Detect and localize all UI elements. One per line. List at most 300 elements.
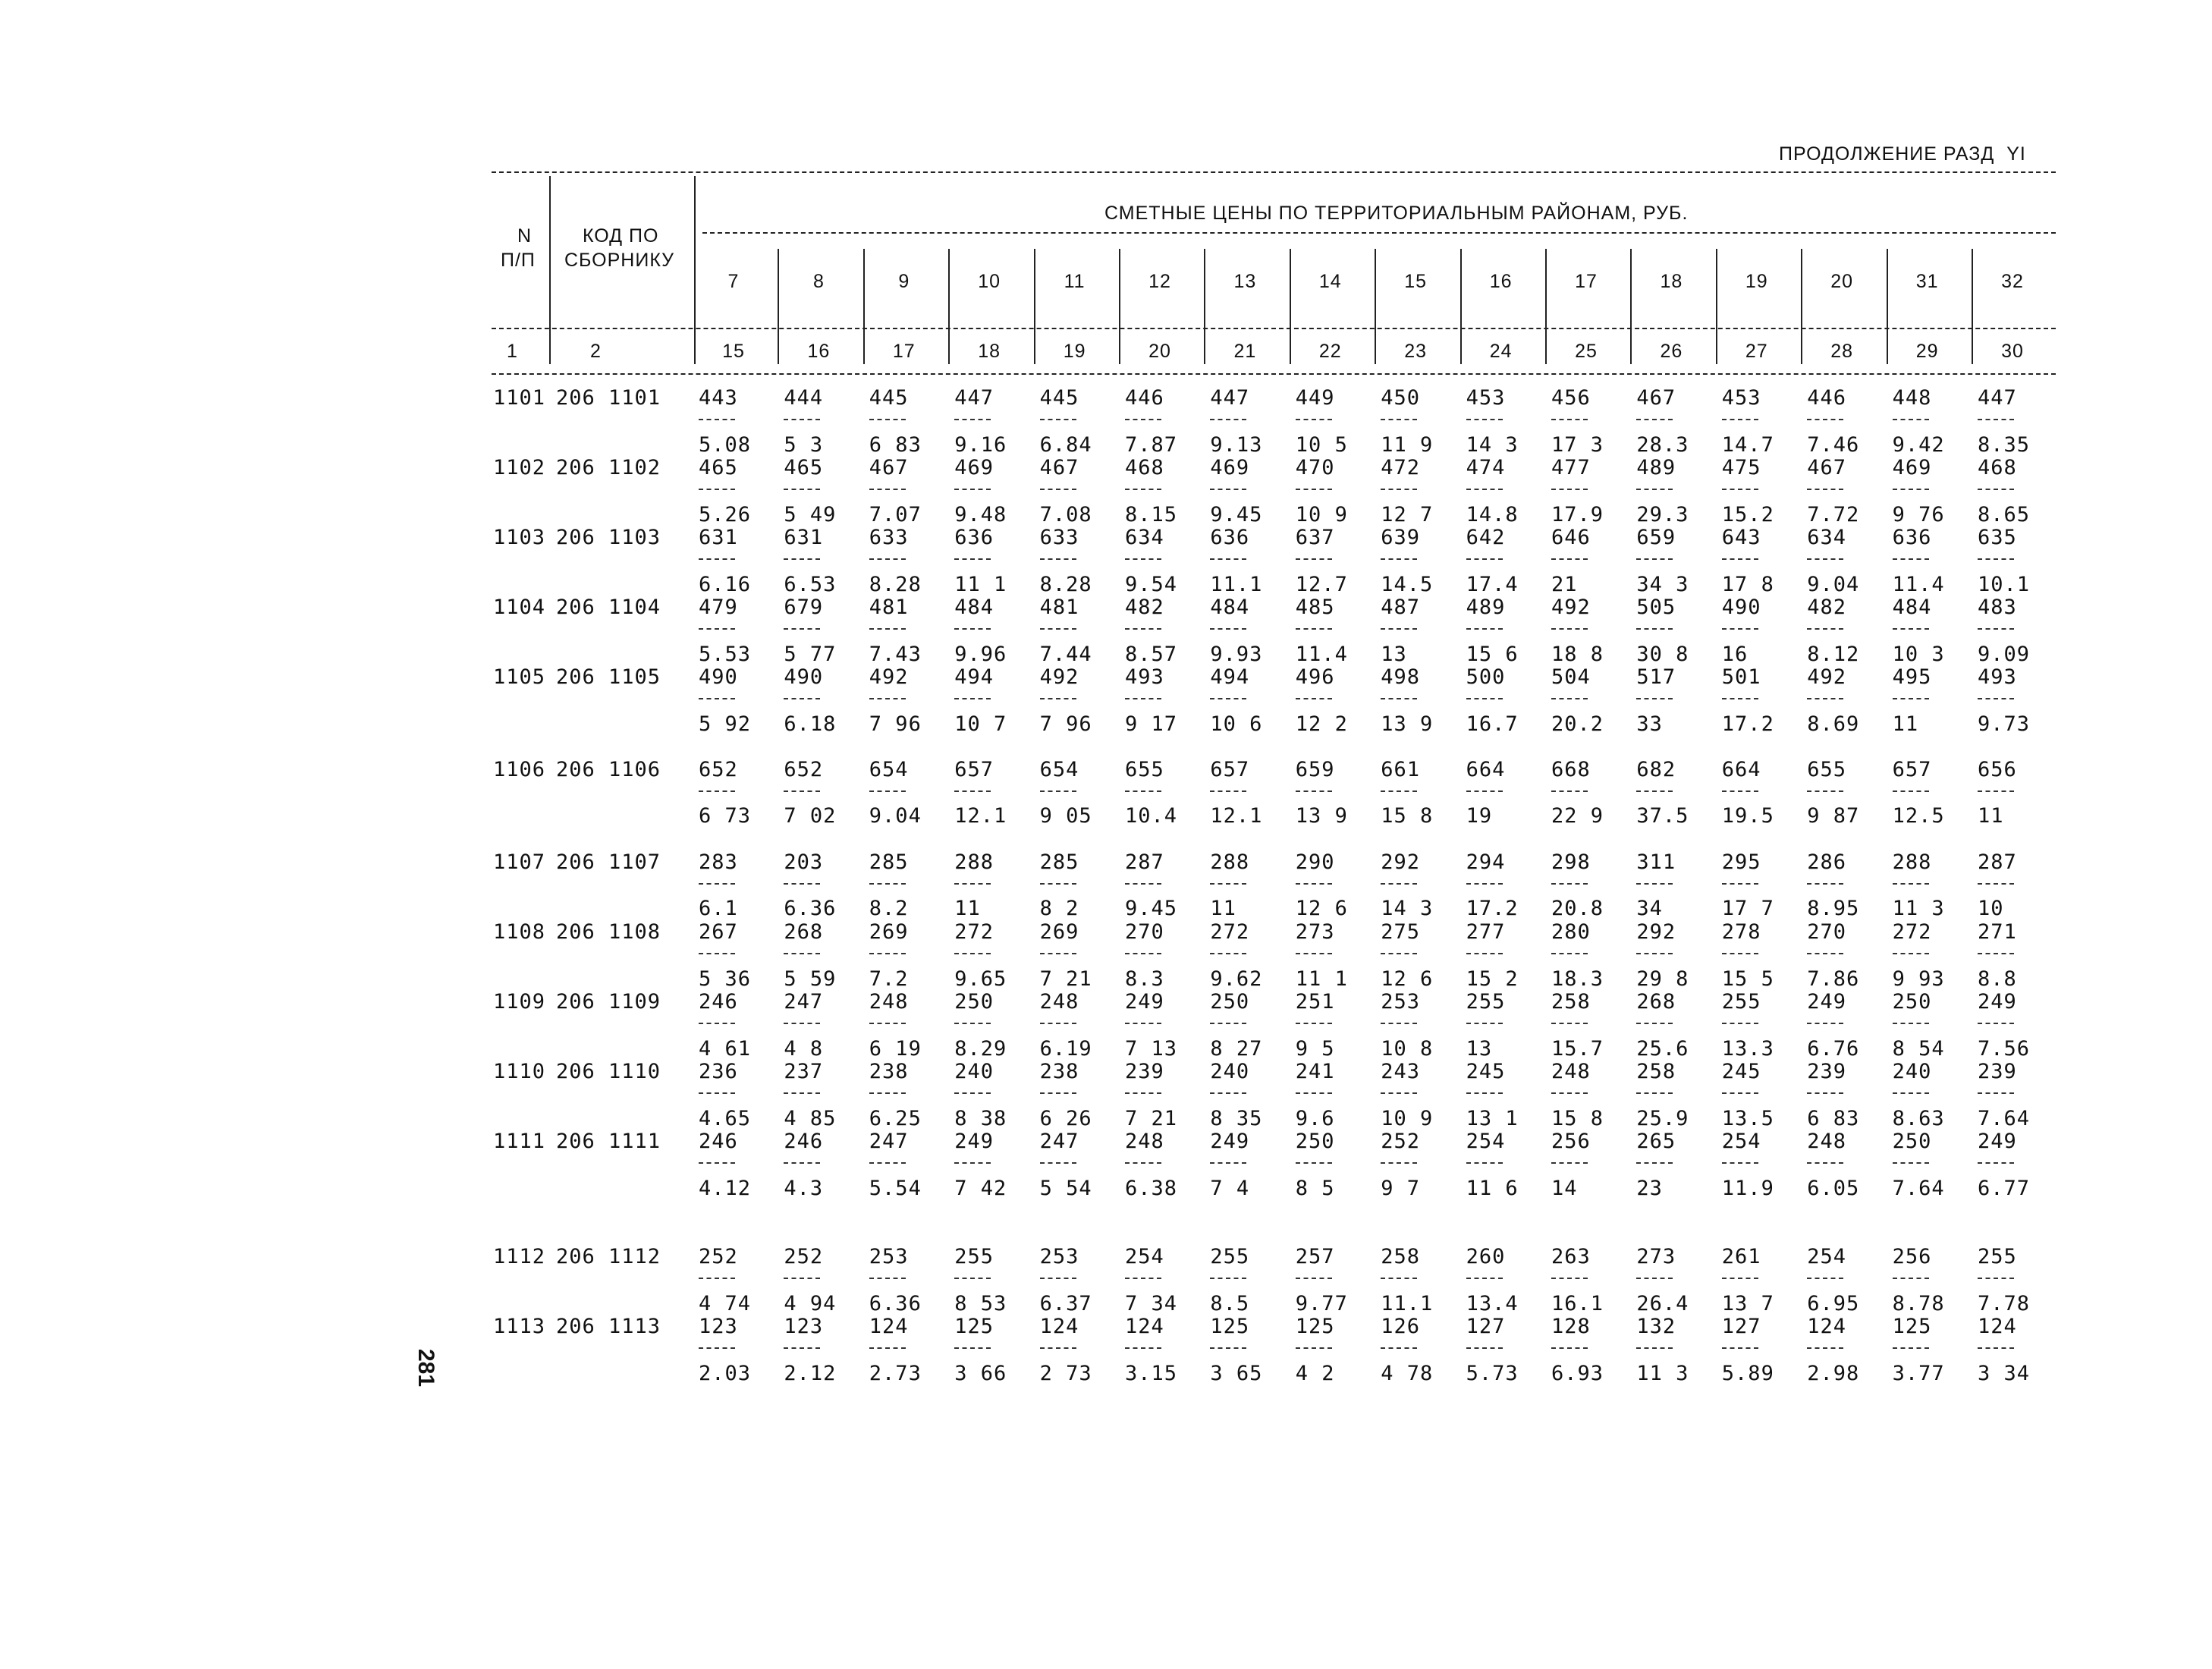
per-unit-value: 5.53	[699, 643, 752, 666]
price-value: 447	[1210, 386, 1250, 410]
per-unit-value: 7.86	[1807, 967, 1860, 991]
fraction-bar	[1125, 419, 1161, 420]
fraction-bar	[1722, 558, 1758, 560]
per-unit-value: 13	[1466, 1037, 1493, 1061]
fraction-bar	[1978, 1023, 2014, 1024]
price-value: 238	[869, 1060, 909, 1083]
per-unit-value: 9 05	[1039, 804, 1092, 828]
per-unit-value: 6.84	[1039, 433, 1092, 457]
price-value: 272	[1892, 920, 1932, 944]
fraction-bar	[1722, 953, 1758, 954]
fraction-bar	[784, 1092, 820, 1094]
fraction-bar	[1807, 1162, 1843, 1164]
per-unit-value: 15.2	[1721, 503, 1774, 526]
fraction-bar	[869, 419, 906, 420]
per-unit-value: 17.4	[1466, 573, 1519, 596]
per-unit-value: 9.04	[1807, 573, 1860, 596]
fraction-bar	[1381, 1162, 1417, 1164]
per-unit-value: 17 7	[1721, 897, 1774, 920]
per-unit-value: 9.04	[869, 804, 922, 828]
price-value: 636	[1892, 526, 1932, 549]
price-value: 295	[1721, 850, 1761, 874]
fraction-bar	[1978, 790, 2014, 792]
per-unit-value: 12 7	[1381, 503, 1434, 526]
fraction-bar	[1381, 953, 1417, 954]
price-value: 664	[1721, 758, 1761, 781]
per-unit-value: 6.05	[1807, 1177, 1860, 1200]
row-number: 1113	[493, 1315, 546, 1338]
fraction-bar	[869, 953, 906, 954]
per-unit-value: 5.26	[699, 503, 752, 526]
price-value: 474	[1466, 456, 1506, 479]
fraction-bar	[1807, 1278, 1843, 1279]
column-divider	[1801, 249, 1802, 364]
per-unit-value: 11	[954, 897, 981, 920]
price-value: 517	[1636, 665, 1676, 689]
column-number: 29	[1915, 341, 1939, 362]
fraction-bar	[1296, 419, 1332, 420]
price-value: 682	[1636, 758, 1676, 781]
per-unit-value: 11	[1892, 712, 1919, 736]
fraction-bar	[1466, 1278, 1503, 1279]
district-number: 7	[727, 271, 740, 292]
price-value: 124	[1039, 1315, 1079, 1338]
price-value: 504	[1551, 665, 1591, 689]
price-value: 468	[1125, 456, 1164, 479]
fraction-bar	[954, 698, 991, 699]
per-unit-value: 12 6	[1381, 967, 1434, 991]
per-unit-value: 17 3	[1551, 433, 1604, 457]
price-value: 456	[1551, 386, 1591, 410]
price-value: 501	[1721, 665, 1761, 689]
row-number: 1104	[493, 596, 546, 619]
price-value: 657	[1892, 758, 1932, 781]
price-value: 125	[1892, 1315, 1932, 1338]
per-unit-value: 10.1	[1978, 573, 2031, 596]
price-value: 248	[1551, 1060, 1591, 1083]
per-unit-value: 7.64	[1978, 1107, 2031, 1130]
fraction-bar	[1125, 1347, 1161, 1349]
price-value: 642	[1466, 526, 1506, 549]
price-value: 249	[1978, 1130, 2017, 1153]
price-value: 203	[784, 850, 824, 874]
price-value: 445	[869, 386, 909, 410]
price-value: 126	[1381, 1315, 1420, 1338]
per-unit-value: 12.1	[1210, 804, 1263, 828]
column-number: 23	[1404, 341, 1428, 362]
price-value: 656	[1978, 758, 2017, 781]
fraction-bar	[1551, 1092, 1588, 1094]
price-value: 469	[1892, 456, 1932, 479]
per-unit-value: 4.12	[699, 1177, 752, 1200]
per-unit-value: 8.63	[1892, 1107, 1945, 1130]
district-number: 32	[2001, 271, 2024, 292]
column-divider	[1716, 249, 1717, 364]
fraction-bar	[1893, 790, 1929, 792]
fraction-bar	[1296, 628, 1332, 630]
price-value: 267	[699, 920, 738, 944]
price-value: 631	[699, 526, 738, 549]
column-number: 27	[1745, 341, 1768, 362]
fraction-bar	[1466, 628, 1503, 630]
price-value: 246	[784, 1130, 824, 1153]
collection-code: 206 1104	[556, 596, 661, 619]
per-unit-value: 8 35	[1210, 1107, 1263, 1130]
price-value: 124	[1978, 1315, 2017, 1338]
price-value: 258	[1636, 1060, 1676, 1083]
column-divider	[1460, 249, 1462, 364]
fraction-bar	[699, 1023, 735, 1024]
district-number: 14	[1318, 271, 1342, 292]
price-value: 254	[1807, 1245, 1846, 1268]
price-value: 269	[869, 920, 909, 944]
per-unit-value: 9.09	[1978, 643, 2031, 666]
price-value: 246	[699, 1130, 738, 1153]
fraction-bar	[1210, 558, 1246, 560]
per-unit-value: 18.3	[1551, 967, 1604, 991]
per-unit-value: 7 96	[1039, 712, 1092, 736]
fraction-bar	[954, 1162, 991, 1164]
price-value: 481	[1039, 596, 1079, 619]
continuation-note: ПРОДОЛЖЕНИЕ РАЗД YI	[1779, 143, 2026, 165]
per-unit-value: 5.73	[1466, 1362, 1519, 1385]
price-value: 236	[699, 1060, 738, 1083]
fraction-bar	[1210, 1092, 1246, 1094]
price-value: 132	[1636, 1315, 1676, 1338]
top-rule	[492, 171, 2056, 173]
column-number: 16	[807, 341, 831, 362]
per-unit-value: 29 8	[1636, 967, 1689, 991]
fraction-bar	[869, 790, 906, 792]
page-number: 281	[413, 1349, 438, 1388]
fraction-bar	[1040, 698, 1076, 699]
per-unit-value: 11 6	[1466, 1177, 1519, 1200]
fraction-bar	[1466, 1347, 1503, 1349]
per-unit-value: 11 9	[1381, 433, 1434, 457]
price-value: 661	[1381, 758, 1420, 781]
per-unit-value: 6.77	[1978, 1177, 2031, 1200]
per-unit-value: 12.1	[954, 804, 1007, 828]
fraction-bar	[784, 1347, 820, 1349]
row-number: 1105	[493, 665, 546, 689]
price-value: 250	[1892, 1130, 1932, 1153]
fraction-bar	[869, 1092, 906, 1094]
row-number: 1103	[493, 526, 546, 549]
price-value: 449	[1295, 386, 1335, 410]
per-unit-value: 28.3	[1636, 433, 1689, 457]
fraction-bar	[1040, 1162, 1076, 1164]
per-unit-value: 8 53	[954, 1292, 1007, 1315]
fraction-bar	[784, 628, 820, 630]
per-unit-value: 7 13	[1125, 1037, 1178, 1061]
per-unit-value: 6.93	[1551, 1362, 1604, 1385]
price-value: 657	[954, 758, 994, 781]
per-unit-value: 9.45	[1125, 897, 1178, 920]
per-unit-value: 6.38	[1125, 1177, 1178, 1200]
collection-code: 206 1102	[556, 456, 661, 479]
column-divider	[1034, 249, 1035, 364]
per-unit-value: 5.54	[869, 1177, 922, 1200]
price-value: 646	[1551, 526, 1591, 549]
per-unit-value: 3 66	[954, 1362, 1007, 1385]
fraction-bar	[1551, 489, 1588, 490]
per-unit-value: 7 21	[1125, 1107, 1178, 1130]
per-unit-value: 3.77	[1892, 1362, 1945, 1385]
price-value: 257	[1295, 1245, 1335, 1268]
per-unit-value: 9 93	[1892, 967, 1945, 991]
per-unit-value: 5 3	[784, 433, 824, 457]
fraction-bar	[1636, 628, 1673, 630]
fraction-bar	[1978, 1162, 2014, 1164]
price-value: 254	[1721, 1130, 1761, 1153]
per-unit-value: 10 6	[1210, 712, 1263, 736]
fraction-bar	[699, 1092, 735, 1094]
collection-code: 206 1103	[556, 526, 661, 549]
fraction-bar	[954, 489, 991, 490]
per-unit-value: 22 9	[1551, 804, 1604, 828]
column-divider	[1545, 249, 1547, 364]
fraction-bar	[1466, 698, 1503, 699]
price-value: 294	[1466, 850, 1506, 874]
price-value: 465	[784, 456, 824, 479]
per-unit-value: 8.3	[1125, 967, 1164, 991]
fraction-bar	[1296, 953, 1332, 954]
collection-code: 206 1111	[556, 1130, 661, 1153]
per-unit-value: 8.69	[1807, 712, 1860, 736]
per-unit-value: 8.35	[1978, 433, 2031, 457]
fraction-bar	[1722, 790, 1758, 792]
per-unit-value: 9 5	[1295, 1037, 1335, 1061]
district-number: 17	[1575, 271, 1598, 292]
price-value: 248	[1039, 990, 1079, 1014]
row-number: 1108	[493, 920, 546, 944]
price-value: 271	[1978, 920, 2017, 944]
price-value: 444	[784, 386, 824, 410]
price-value: 255	[1721, 990, 1761, 1014]
price-value: 489	[1636, 456, 1676, 479]
per-unit-value: 14.5	[1381, 573, 1434, 596]
fraction-bar	[869, 558, 906, 560]
per-unit-value: 26.4	[1636, 1292, 1689, 1315]
per-unit-value: 9.42	[1892, 433, 1945, 457]
per-unit-value: 17.2	[1721, 712, 1774, 736]
fraction-bar	[1381, 698, 1417, 699]
fraction-bar	[1722, 628, 1758, 630]
per-unit-value: 4.3	[784, 1177, 824, 1200]
per-unit-value: 10 5	[1295, 433, 1348, 457]
price-value: 657	[1210, 758, 1250, 781]
fraction-bar	[1893, 489, 1929, 490]
price-value: 467	[1039, 456, 1079, 479]
fraction-bar	[1636, 1347, 1673, 1349]
price-value: 470	[1295, 456, 1335, 479]
fraction-bar	[699, 953, 735, 954]
price-value: 248	[869, 990, 909, 1014]
price-value: 128	[1551, 1315, 1591, 1338]
fraction-bar	[1722, 1347, 1758, 1349]
per-unit-value: 34 3	[1636, 573, 1689, 596]
per-unit-value: 9 76	[1892, 503, 1945, 526]
price-value: 270	[1125, 920, 1164, 944]
header-bottom-rule	[492, 373, 2056, 375]
fraction-bar	[869, 1023, 906, 1024]
fraction-bar	[1636, 489, 1673, 490]
price-value: 492	[1807, 665, 1846, 689]
price-value: 263	[1551, 1245, 1591, 1268]
per-unit-value: 8.5	[1210, 1292, 1250, 1315]
fraction-bar	[1210, 628, 1246, 630]
fraction-bar	[1125, 790, 1161, 792]
price-value: 494	[954, 665, 994, 689]
price-value: 637	[1295, 526, 1335, 549]
fraction-bar	[1551, 953, 1588, 954]
column-divider	[1887, 249, 1888, 364]
price-value: 243	[1381, 1060, 1420, 1083]
price-value: 245	[1721, 1060, 1761, 1083]
per-unit-value: 5 92	[699, 712, 752, 736]
fraction-bar	[1893, 1278, 1929, 1279]
price-value: 240	[1892, 1060, 1932, 1083]
colnum-no: 1	[507, 341, 518, 362]
price-value: 636	[954, 526, 994, 549]
fraction-bar	[1978, 489, 2014, 490]
fraction-bar	[1381, 489, 1417, 490]
per-unit-value: 4 78	[1381, 1362, 1434, 1385]
price-value: 505	[1636, 596, 1676, 619]
fraction-bar	[1210, 1278, 1246, 1279]
fraction-bar	[1466, 558, 1503, 560]
fraction-bar	[1807, 698, 1843, 699]
price-value: 248	[1125, 1130, 1164, 1153]
fraction-bar	[1722, 419, 1758, 420]
fraction-bar	[1807, 1347, 1843, 1349]
per-unit-value: 8.8	[1978, 967, 2017, 991]
price-value: 654	[1039, 758, 1079, 781]
price-group-title: СМЕТНЫЕ ЦЕНЫ ПО ТЕРРИТОРИАЛЬНЫМ РАЙОНАМ, РУБ.	[1104, 203, 1689, 224]
per-unit-value: 2.03	[699, 1362, 752, 1385]
fraction-bar	[784, 953, 820, 954]
fraction-bar	[1978, 883, 2014, 885]
fraction-bar	[954, 628, 991, 630]
per-unit-value: 4.65	[699, 1107, 752, 1130]
per-unit-value: 11 3	[1892, 897, 1945, 920]
per-unit-value: 9.73	[1978, 712, 2031, 736]
collection-code: 206 1108	[556, 920, 661, 944]
fraction-bar	[1893, 883, 1929, 885]
fraction-bar	[1551, 558, 1588, 560]
per-unit-value: 5 49	[784, 503, 837, 526]
fraction-bar	[1636, 790, 1673, 792]
price-value: 124	[1807, 1315, 1846, 1338]
price-value: 265	[1636, 1130, 1676, 1153]
price-value: 261	[1721, 1245, 1761, 1268]
fraction-bar	[1040, 1278, 1076, 1279]
per-unit-value: 6.37	[1039, 1292, 1092, 1315]
per-unit-value: 9.48	[954, 503, 1007, 526]
per-unit-value: 11.1	[1210, 573, 1263, 596]
price-value: 237	[784, 1060, 824, 1083]
fraction-bar	[1722, 1023, 1758, 1024]
price-value: 258	[1551, 990, 1591, 1014]
price-value: 494	[1210, 665, 1250, 689]
per-unit-value: 15 6	[1466, 643, 1519, 666]
per-unit-value: 6.1	[699, 897, 738, 920]
per-unit-value: 8.78	[1892, 1292, 1945, 1315]
per-unit-value: 8.12	[1807, 643, 1860, 666]
fraction-bar	[1296, 883, 1332, 885]
price-value: 467	[1807, 456, 1846, 479]
per-unit-value: 15 2	[1466, 967, 1519, 991]
price-value: 482	[1125, 596, 1164, 619]
price-value: 285	[869, 850, 909, 874]
price-value: 273	[1636, 1245, 1676, 1268]
fraction-bar	[1636, 558, 1673, 560]
per-unit-value: 7.07	[869, 503, 922, 526]
column-number: 18	[978, 341, 1001, 362]
fraction-bar	[1466, 953, 1503, 954]
fraction-bar	[1551, 419, 1588, 420]
price-value: 664	[1466, 758, 1506, 781]
price-value: 283	[699, 850, 738, 874]
per-unit-value: 17.9	[1551, 503, 1604, 526]
price-value: 465	[699, 456, 738, 479]
per-unit-value: 7.44	[1039, 643, 1092, 666]
per-unit-value: 9.62	[1210, 967, 1263, 991]
fraction-bar	[1807, 1023, 1843, 1024]
per-unit-value: 13 1	[1466, 1107, 1519, 1130]
fraction-bar	[954, 1347, 991, 1349]
fraction-bar	[1040, 1092, 1076, 1094]
price-value: 492	[1039, 665, 1079, 689]
fraction-bar	[1125, 558, 1161, 560]
price-value: 485	[1295, 596, 1335, 619]
price-value: 272	[954, 920, 994, 944]
fraction-bar	[1636, 1023, 1673, 1024]
fraction-bar	[1125, 628, 1161, 630]
price-value: 260	[1466, 1245, 1506, 1268]
price-value: 288	[954, 850, 994, 874]
per-unit-value: 11 3	[1636, 1362, 1689, 1385]
per-unit-value: 16	[1721, 643, 1749, 666]
price-value: 633	[1039, 526, 1079, 549]
fraction-bar	[784, 698, 820, 699]
per-unit-value: 7 42	[954, 1177, 1007, 1200]
fraction-bar	[699, 1347, 735, 1349]
price-value: 247	[1039, 1130, 1079, 1153]
fraction-bar	[784, 1278, 820, 1279]
fraction-bar	[1807, 790, 1843, 792]
row-number: 1101	[493, 386, 546, 410]
row-number: 1109	[493, 990, 546, 1014]
fraction-bar	[1807, 1092, 1843, 1094]
district-number: 16	[1489, 271, 1513, 292]
per-unit-value: 8.95	[1807, 897, 1860, 920]
fraction-bar	[954, 1023, 991, 1024]
per-unit-value: 11.9	[1721, 1177, 1774, 1200]
price-value: 252	[1381, 1130, 1420, 1153]
fraction-bar	[1381, 1023, 1417, 1024]
header-mid-rule	[492, 328, 2056, 329]
fraction-bar	[1893, 698, 1929, 699]
fraction-bar	[1636, 953, 1673, 954]
per-unit-value: 7.46	[1807, 433, 1860, 457]
per-unit-value: 2 73	[1039, 1362, 1092, 1385]
per-unit-value: 13	[1381, 643, 1407, 666]
per-unit-value: 11	[1978, 804, 2004, 828]
fraction-bar	[1125, 953, 1161, 954]
per-unit-value: 9.77	[1295, 1292, 1348, 1315]
fraction-bar	[1893, 419, 1929, 420]
